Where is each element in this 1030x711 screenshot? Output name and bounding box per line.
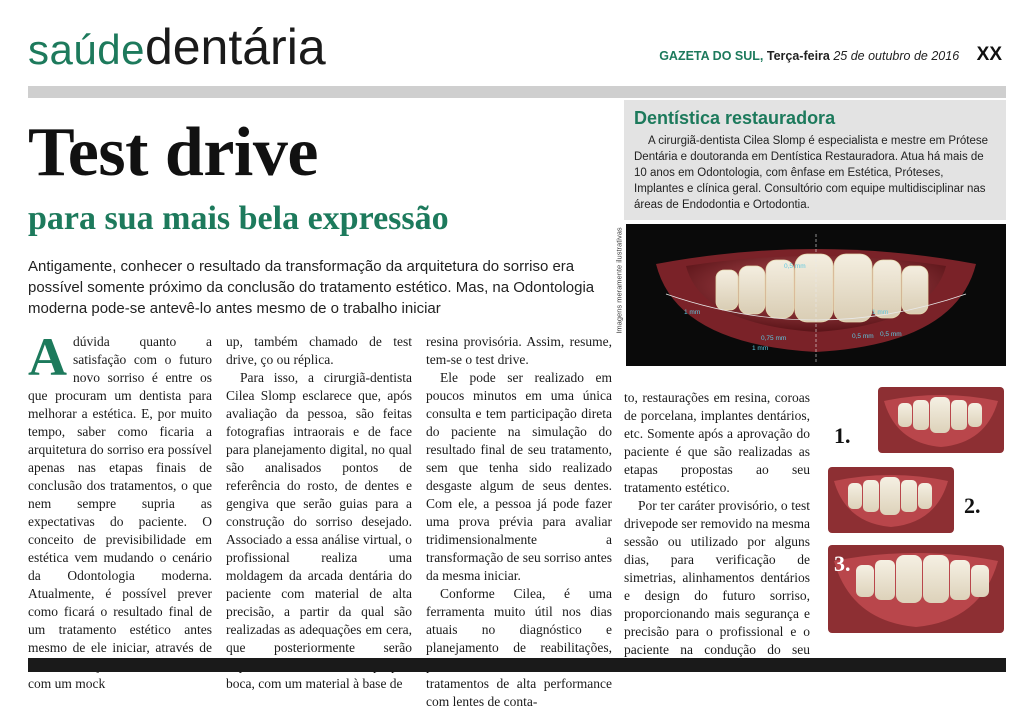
sidebar-box xyxy=(624,100,1006,220)
body-paragraph: up, também chamado de test drive, ço ou réplica. xyxy=(226,334,412,367)
smile-design-illustration xyxy=(626,224,1006,366)
photo-caption-text: Imagens meramente ilustrativas xyxy=(614,227,624,334)
before-after-illustration xyxy=(826,385,1006,635)
publication-date: 25 de outubro de 2016 xyxy=(833,49,960,63)
masthead xyxy=(659,44,1002,66)
tooth xyxy=(896,555,922,603)
tooth xyxy=(901,480,917,512)
tooth xyxy=(875,560,895,600)
weekday: Terça-feira xyxy=(766,49,830,63)
step-1-photo xyxy=(834,387,1004,453)
measure-label: 0,5 mm xyxy=(852,333,874,340)
step-number: 2. xyxy=(964,493,981,518)
body-paragraph: Por ter caráter provisório, o test drivepode ser removido na mesma sessão ou utilizado por alguns dias, para verificação de simetrias, alinhamentos dentários e design do futuro sorriso, proporcionando mais segurança e precisão para o profissional e o paciente na condução do seu xyxy=(624,498,810,657)
step-2-photo xyxy=(828,467,981,533)
tooth xyxy=(950,560,970,600)
subheadline: para sua mais bela expressão xyxy=(28,200,449,237)
body-paragraph: to, restaurações em resina, coroas de porcelana, implantes dentários, etc. Somente após a aprovação do paciente é que são realizadas as etapas propostas ao seu tratamento estético. xyxy=(624,390,810,495)
tooth xyxy=(898,403,912,427)
tooth xyxy=(913,400,929,430)
headline: Test drive xyxy=(28,114,318,191)
body-paragraph: Conforme Cilea, é uma ferramenta muito útil nos dias atuais no diagnóstico e planejamento de reabilitações, tratamentos de alta performance com lentes de conta- xyxy=(426,586,612,709)
body-paragraph: resina provisória. Assim, resume, tem-se o test drive. xyxy=(426,334,612,367)
article-column-4 xyxy=(624,389,810,677)
measure-label: 1 mm xyxy=(684,309,701,316)
tooth xyxy=(880,477,900,515)
section-title xyxy=(28,18,326,74)
photo-caption xyxy=(614,226,624,336)
tooth xyxy=(863,480,879,512)
article-column-1 xyxy=(28,327,212,693)
article-column-3 xyxy=(426,333,612,711)
tooth xyxy=(923,555,949,603)
tooth xyxy=(930,397,950,433)
step-3-photo xyxy=(828,545,1004,633)
sidebar-title: Dentística restauradora xyxy=(634,108,836,128)
measure-label: 0,75 mm xyxy=(761,335,787,342)
newspaper-name: GAZETA DO SUL, xyxy=(659,49,764,63)
measure-label: 1 mm xyxy=(752,345,769,352)
measure-label: 0,5 mm xyxy=(784,263,806,270)
tooth xyxy=(968,403,982,427)
smile-design-photo xyxy=(626,224,1006,366)
tooth xyxy=(716,270,738,310)
article-column-2 xyxy=(226,333,412,693)
tooth xyxy=(848,483,862,509)
body-paragraph xyxy=(28,327,212,693)
header-rule xyxy=(28,86,1006,98)
tooth xyxy=(856,565,874,597)
page-number: XX xyxy=(976,44,1002,65)
section-title-bold: dentária xyxy=(144,19,326,75)
sidebar-text: A cirurgiã-dentista Cilea Slomp é especialista e mestre em Prótese Dentária e doutoranda em Dentística Restauradora. Atua há mais de 10 anos em Odontologia, com ênfase em Estética, Próteses, Implantes e clínica geral. Consultório com equipe multidisciplinar nas áreas de Endodontia e Ortodontia. xyxy=(634,135,989,211)
tooth xyxy=(918,483,932,509)
lead-paragraph: Antigamente, conhecer o resultado da transformação da arquitetura do sorriso era possível somente próximo da conclusão do tratamento estético. Mas, na Odontologia moderna pode-se antevê-lo antes mesmo de o trabalho iniciar xyxy=(28,258,595,317)
tooth xyxy=(834,254,872,322)
drop-cap: A xyxy=(28,327,67,387)
step-number: 1. xyxy=(834,423,851,448)
before-after-photo xyxy=(826,385,1006,635)
section-title-light: saúde xyxy=(28,26,145,73)
tooth xyxy=(971,565,989,597)
tooth xyxy=(739,266,765,314)
paragraph-text: dúvida quanto a satisfação com o futuro novo sorriso é entre os que procuram um dentista para melhorar a estética. E, por muito tempo, saber como ficaria a arquitetura do sorriso era possível apenas nas etapas finais de conclusão dos tratamentos, o que nem sempre supria as expectativas do paciente. O conceito de previsibilidade em estética vem mudando o cenário da Odontologia moderna. Atualmente, é possível prever como ficará o resultado final de um tratamento estético antes mesmo de ele iniciar, através de com um mock xyxy=(28,334,212,691)
body-paragraph: Ele pode ser realizado em poucos minutos em uma única consulta e tem participação direta do paciente na simulação do resultado final de seu tratamento, sem que tenha sido realizado desgaste algum de seus dentes. Com ele, a pessoa já pode fazer uma prova prévia para avaliar tridimensionalmente a transformação de seu sorriso antes da mesma iniciar. xyxy=(426,370,612,583)
measure-label: 1 mm xyxy=(872,309,889,316)
step-number: 3. xyxy=(834,551,851,576)
body-paragraph: Para isso, a cirurgiã-dentista Cilea Slomp esclarece que, após avaliação da pessoa, são feitas fotografias intraorais e de face para planejamento digital, no qual são analisados pontos de referência do rosto, de dentes e gengiva que serão guias para a construção do sorriso desejado. Associado a essa análise virtual, o profissional realiza uma moldagem da arcada dentária do paciente com material de alta precisão, a partir da qual são realizadas as adequações em cera, que posteriormente serão boca, com um material à base de xyxy=(226,370,412,691)
measure-label: 0,5 mm xyxy=(880,331,902,338)
footer-bar xyxy=(28,658,1006,672)
tooth xyxy=(951,400,967,430)
